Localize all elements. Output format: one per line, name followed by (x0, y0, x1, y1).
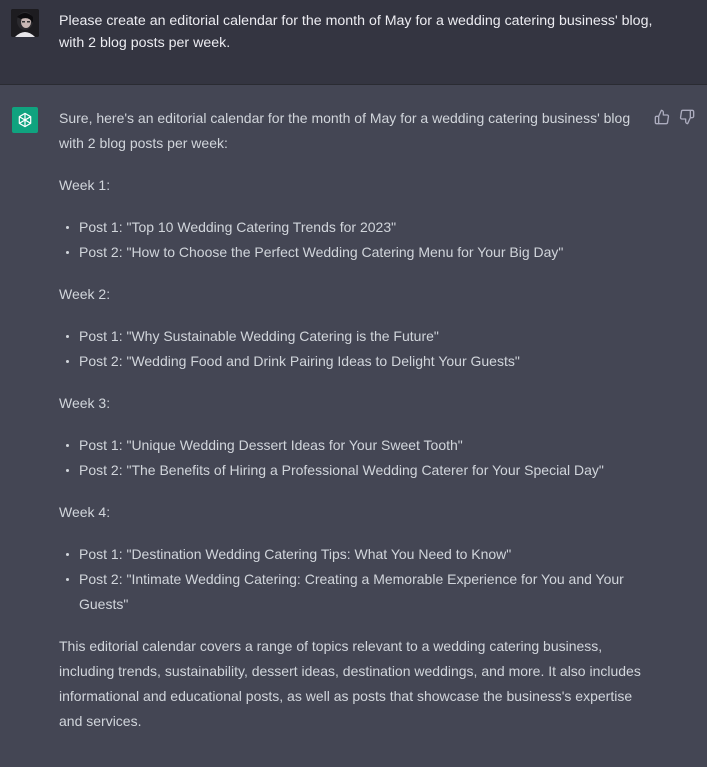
list-item: Post 2: "How to Choose the Perfect Wedding Catering Menu for Your Big Day" (59, 240, 649, 265)
assistant-message-block (0, 85, 707, 767)
user-message-block (0, 0, 707, 85)
week-3-label: Week 3: (59, 395, 111, 411)
week-4-posts (59, 542, 649, 617)
list-item: Post 1: "Why Sustainable Wedding Catering is the Future" (59, 324, 649, 349)
week-4-label: Week 4: (59, 504, 111, 520)
list-item: Post 2: "The Benefits of Hiring a Professional Wedding Caterer for Your Special Day" (59, 458, 649, 483)
list-item: Post 1: "Destination Wedding Catering Tips: What You Need to Know" (59, 542, 649, 567)
list-item: Post 2: "Wedding Food and Drink Pairing Ideas to Delight Your Guests" (59, 349, 649, 374)
list-item: Post 1: "Top 10 Wedding Catering Trends for 2023" (59, 215, 649, 240)
week-3-posts (59, 433, 649, 483)
week-1-posts (59, 215, 649, 265)
assistant-message-content (59, 106, 649, 734)
assistant-intro: Sure, here's an editorial calendar for the month of May for a wedding catering business' blog with 2 blog posts per week: (59, 110, 631, 151)
user-message-text: Please create an editorial calendar for the month of May for a wedding catering business' blog, with 2 blog posts per week. (59, 13, 653, 51)
user-avatar-icon (11, 9, 39, 37)
week-1-label: Week 1: (59, 177, 111, 193)
thumbs-up-icon[interactable] (654, 109, 670, 125)
assistant-summary: This editorial calendar covers a range of topics relevant to a wedding catering business, including trends, sustainability, dessert ideas, destination weddings, and more. It also includes informational and educational posts, as well as posts that showcase the business's expertise and services. (59, 638, 641, 729)
list-item: Post 1: "Unique Wedding Dessert Ideas for Your Sweet Tooth" (59, 433, 649, 458)
openai-logo-icon (12, 107, 38, 133)
list-item: Post 2: "Intimate Wedding Catering: Creating a Memorable Experience for You and Your Guests" (59, 567, 649, 617)
week-2-posts (59, 324, 649, 374)
thumbs-down-icon[interactable] (679, 109, 695, 125)
week-2-label: Week 2: (59, 286, 111, 302)
